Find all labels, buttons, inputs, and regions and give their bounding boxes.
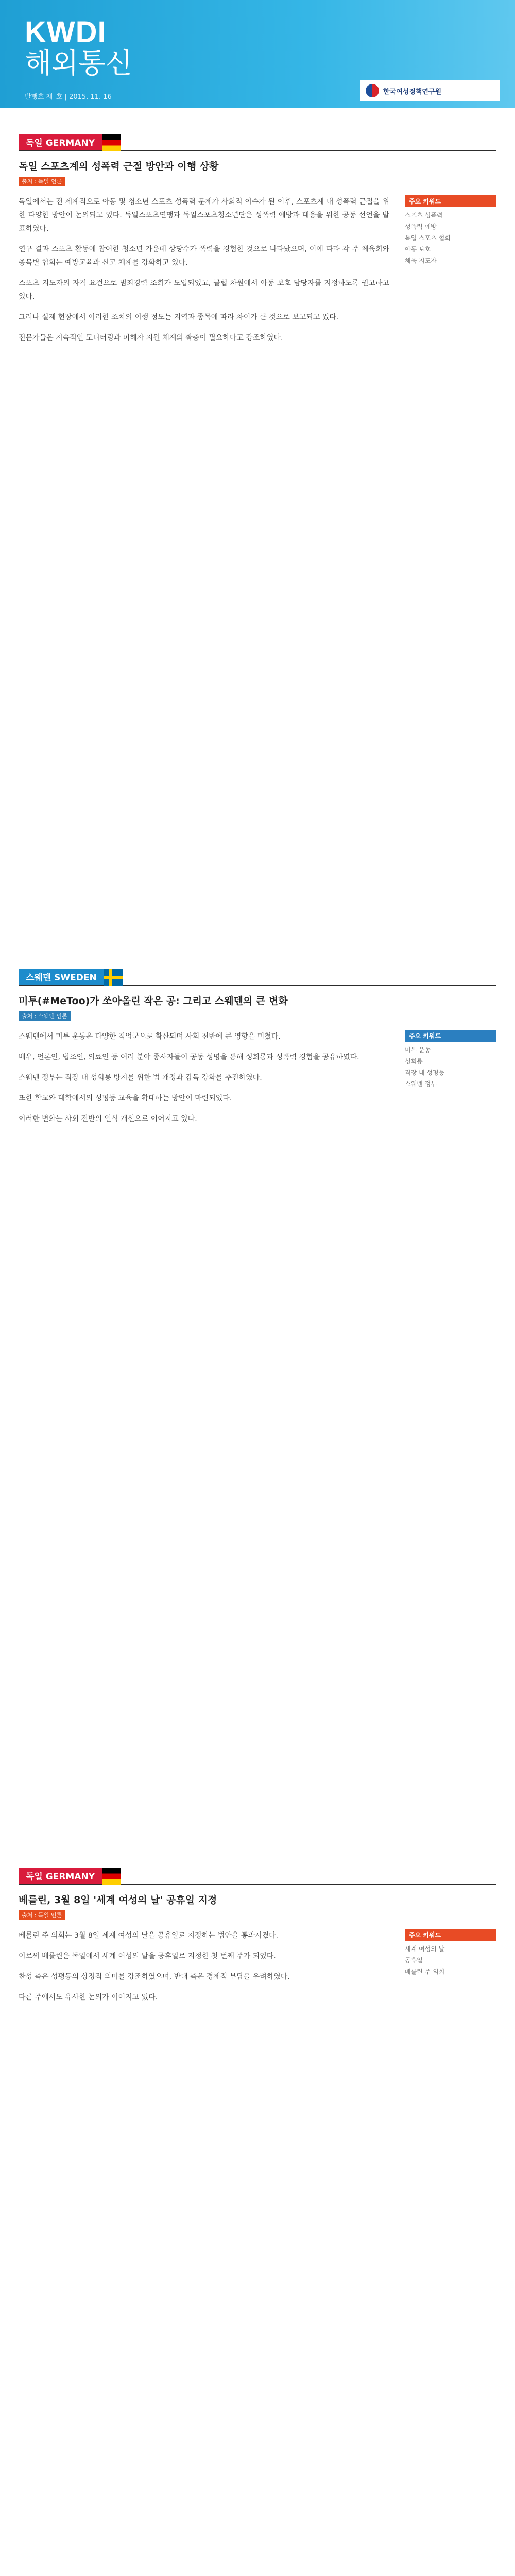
article-germany-1 <box>0 134 515 352</box>
keyword-item: 독일 스포츠 협회 <box>405 234 451 242</box>
country-tag: 독일 GERMANY <box>19 1868 102 1884</box>
org-logo[interactable] <box>360 80 500 101</box>
source-badge: 출처 : 독일 언론 <box>19 177 65 186</box>
germany-flag-icon <box>102 1868 121 1885</box>
article-sidebar <box>405 1929 496 2011</box>
sweden-flag-icon <box>104 969 123 986</box>
masthead <box>0 0 515 108</box>
article-meta <box>19 1011 496 1021</box>
paragraph: 이로써 베를린은 독일에서 세계 여성의 날을 공휴일로 지정한 첫 번째 주가 되었다. <box>19 1952 276 1960</box>
article-text <box>19 1929 389 2011</box>
keyword-item: 베를린 주 의회 <box>405 1968 445 1975</box>
keyword-item: 성희롱 <box>405 1058 423 1065</box>
article-body <box>19 1030 496 1133</box>
issue-info: 발행호 제_호 | 2015. 11. 16 <box>25 93 112 101</box>
country-header <box>19 969 496 986</box>
paragraph: 베를린 주 의회는 3월 8일 세계 여성의 날을 공휴일로 지정하는 법안을 통과시켰다. <box>19 1931 278 1940</box>
article-title: 미투(#MeToo)가 쏘아올린 작은 공: 그리고 스웨덴의 큰 변화 <box>19 995 288 1007</box>
keyword-item: 성폭력 예방 <box>405 223 437 230</box>
keyword-list <box>405 1944 496 1977</box>
germany-flag-icon <box>102 134 121 151</box>
article-sidebar <box>405 195 496 352</box>
country-header <box>19 134 496 151</box>
article-body <box>19 1929 496 2011</box>
keyword-item: 미투 운동 <box>405 1046 431 1054</box>
article-sweden <box>0 969 515 1133</box>
keyword-item: 세계 여성의 날 <box>405 1945 445 1953</box>
paragraph: 다른 주에서도 유사한 논의가 이어지고 있다. <box>19 1993 158 2002</box>
keyword-item: 공휴일 <box>405 1957 423 1964</box>
keyword-item: 아동 보호 <box>405 246 431 253</box>
source-badge: 출처 : 스웨덴 언론 <box>19 1011 71 1021</box>
keyword-item: 스웨덴 정부 <box>405 1080 437 1088</box>
article-title: 독일 스포츠계의 성폭력 근절 방안과 이행 상황 <box>19 161 219 172</box>
paragraph: 스웨덴 정부는 직장 내 성희롱 방지를 위한 법 개정과 감독 강화를 추진하였다. <box>19 1074 262 1082</box>
article-body <box>19 195 496 352</box>
paragraph: 스웨덴에서 미투 운동은 다양한 직업군으로 확산되며 사회 전반에 큰 영향을 미쳤다. <box>19 1032 281 1041</box>
org-emblem-icon <box>366 84 379 97</box>
article-germany-2 <box>0 1868 515 2011</box>
keyword-item: 체육 지도자 <box>405 257 437 264</box>
paragraph: 독일에서는 전 세계적으로 아동 및 청소년 스포츠 성폭력 문제가 사회적 이슈가 된 이후, 스포츠계 내 성폭력 근절을 위한 다양한 방안이 논의되고 있다. 독일스포츠연맹과 독일스포츠청소년단은 성폭력 예방과 대응을 위한 공동 선언을 발표하였다. <box>19 198 389 233</box>
country-header <box>19 1868 496 1885</box>
keyword-item: 스포츠 성폭력 <box>405 212 443 219</box>
paragraph: 또한 학교와 대학에서의 성평등 교육을 확대하는 방안이 마련되었다. <box>19 1094 232 1103</box>
country-tag: 스웨덴 SWEDEN <box>19 969 104 985</box>
paragraph: 배우, 언론인, 법조인, 의료인 등 여러 분야 종사자들이 공동 성명을 통해 성희롱과 성폭력 경험을 공유하였다. <box>19 1053 359 1061</box>
article-text <box>19 1030 389 1133</box>
country-tag: 독일 GERMANY <box>19 134 102 150</box>
article-title: 베를린, 3월 8일 '세계 여성의 날' 공휴일 지정 <box>19 1894 217 1906</box>
title-en: KWDI <box>25 15 107 49</box>
article-meta <box>19 177 496 186</box>
paragraph: 전문가들은 지속적인 모니터링과 피해자 지원 체계의 확충이 필요하다고 강조하였다. <box>19 334 283 342</box>
paragraph: 그러나 실제 현장에서 이러한 조치의 이행 정도는 지역과 종목에 따라 차이가 큰 것으로 보고되고 있다. <box>19 313 339 321</box>
paragraph: 이러한 변화는 사회 전반의 인식 개선으로 이어지고 있다. <box>19 1115 197 1123</box>
brand <box>25 15 132 79</box>
keyword-item: 직장 내 성평등 <box>405 1069 445 1076</box>
org-name: 한국여성정책연구원 <box>383 88 442 96</box>
paragraph: 스포츠 지도자의 자격 요건으로 범죄경력 조회가 도입되었고, 클럽 차원에서 아동 보호 담당자를 지정하도록 권고하고 있다. <box>19 279 389 301</box>
paragraph: 찬성 측은 성평등의 상징적 의미를 강조하였으며, 반대 측은 경제적 부담을 우려하였다. <box>19 1973 290 1981</box>
article-text <box>19 195 389 352</box>
sidebar-heading: 주요 키워드 <box>405 195 496 207</box>
paragraph: 연구 결과 스포츠 활동에 참여한 청소년 가운데 상당수가 폭력을 경험한 것으로 나타났으며, 이에 따라 각 주 체육회와 종목별 협회는 예방교육과 신고 체계를 강화하고 있다. <box>19 245 389 267</box>
keyword-list <box>405 1045 496 1089</box>
title-ko: 해외통신 <box>25 47 132 79</box>
article-meta <box>19 1910 496 1920</box>
keyword-list <box>405 210 496 266</box>
source-badge: 출처 : 독일 언론 <box>19 1910 65 1920</box>
sidebar-heading: 주요 키워드 <box>405 1929 496 1941</box>
article-sidebar <box>405 1030 496 1133</box>
sidebar-heading: 주요 키워드 <box>405 1030 496 1042</box>
